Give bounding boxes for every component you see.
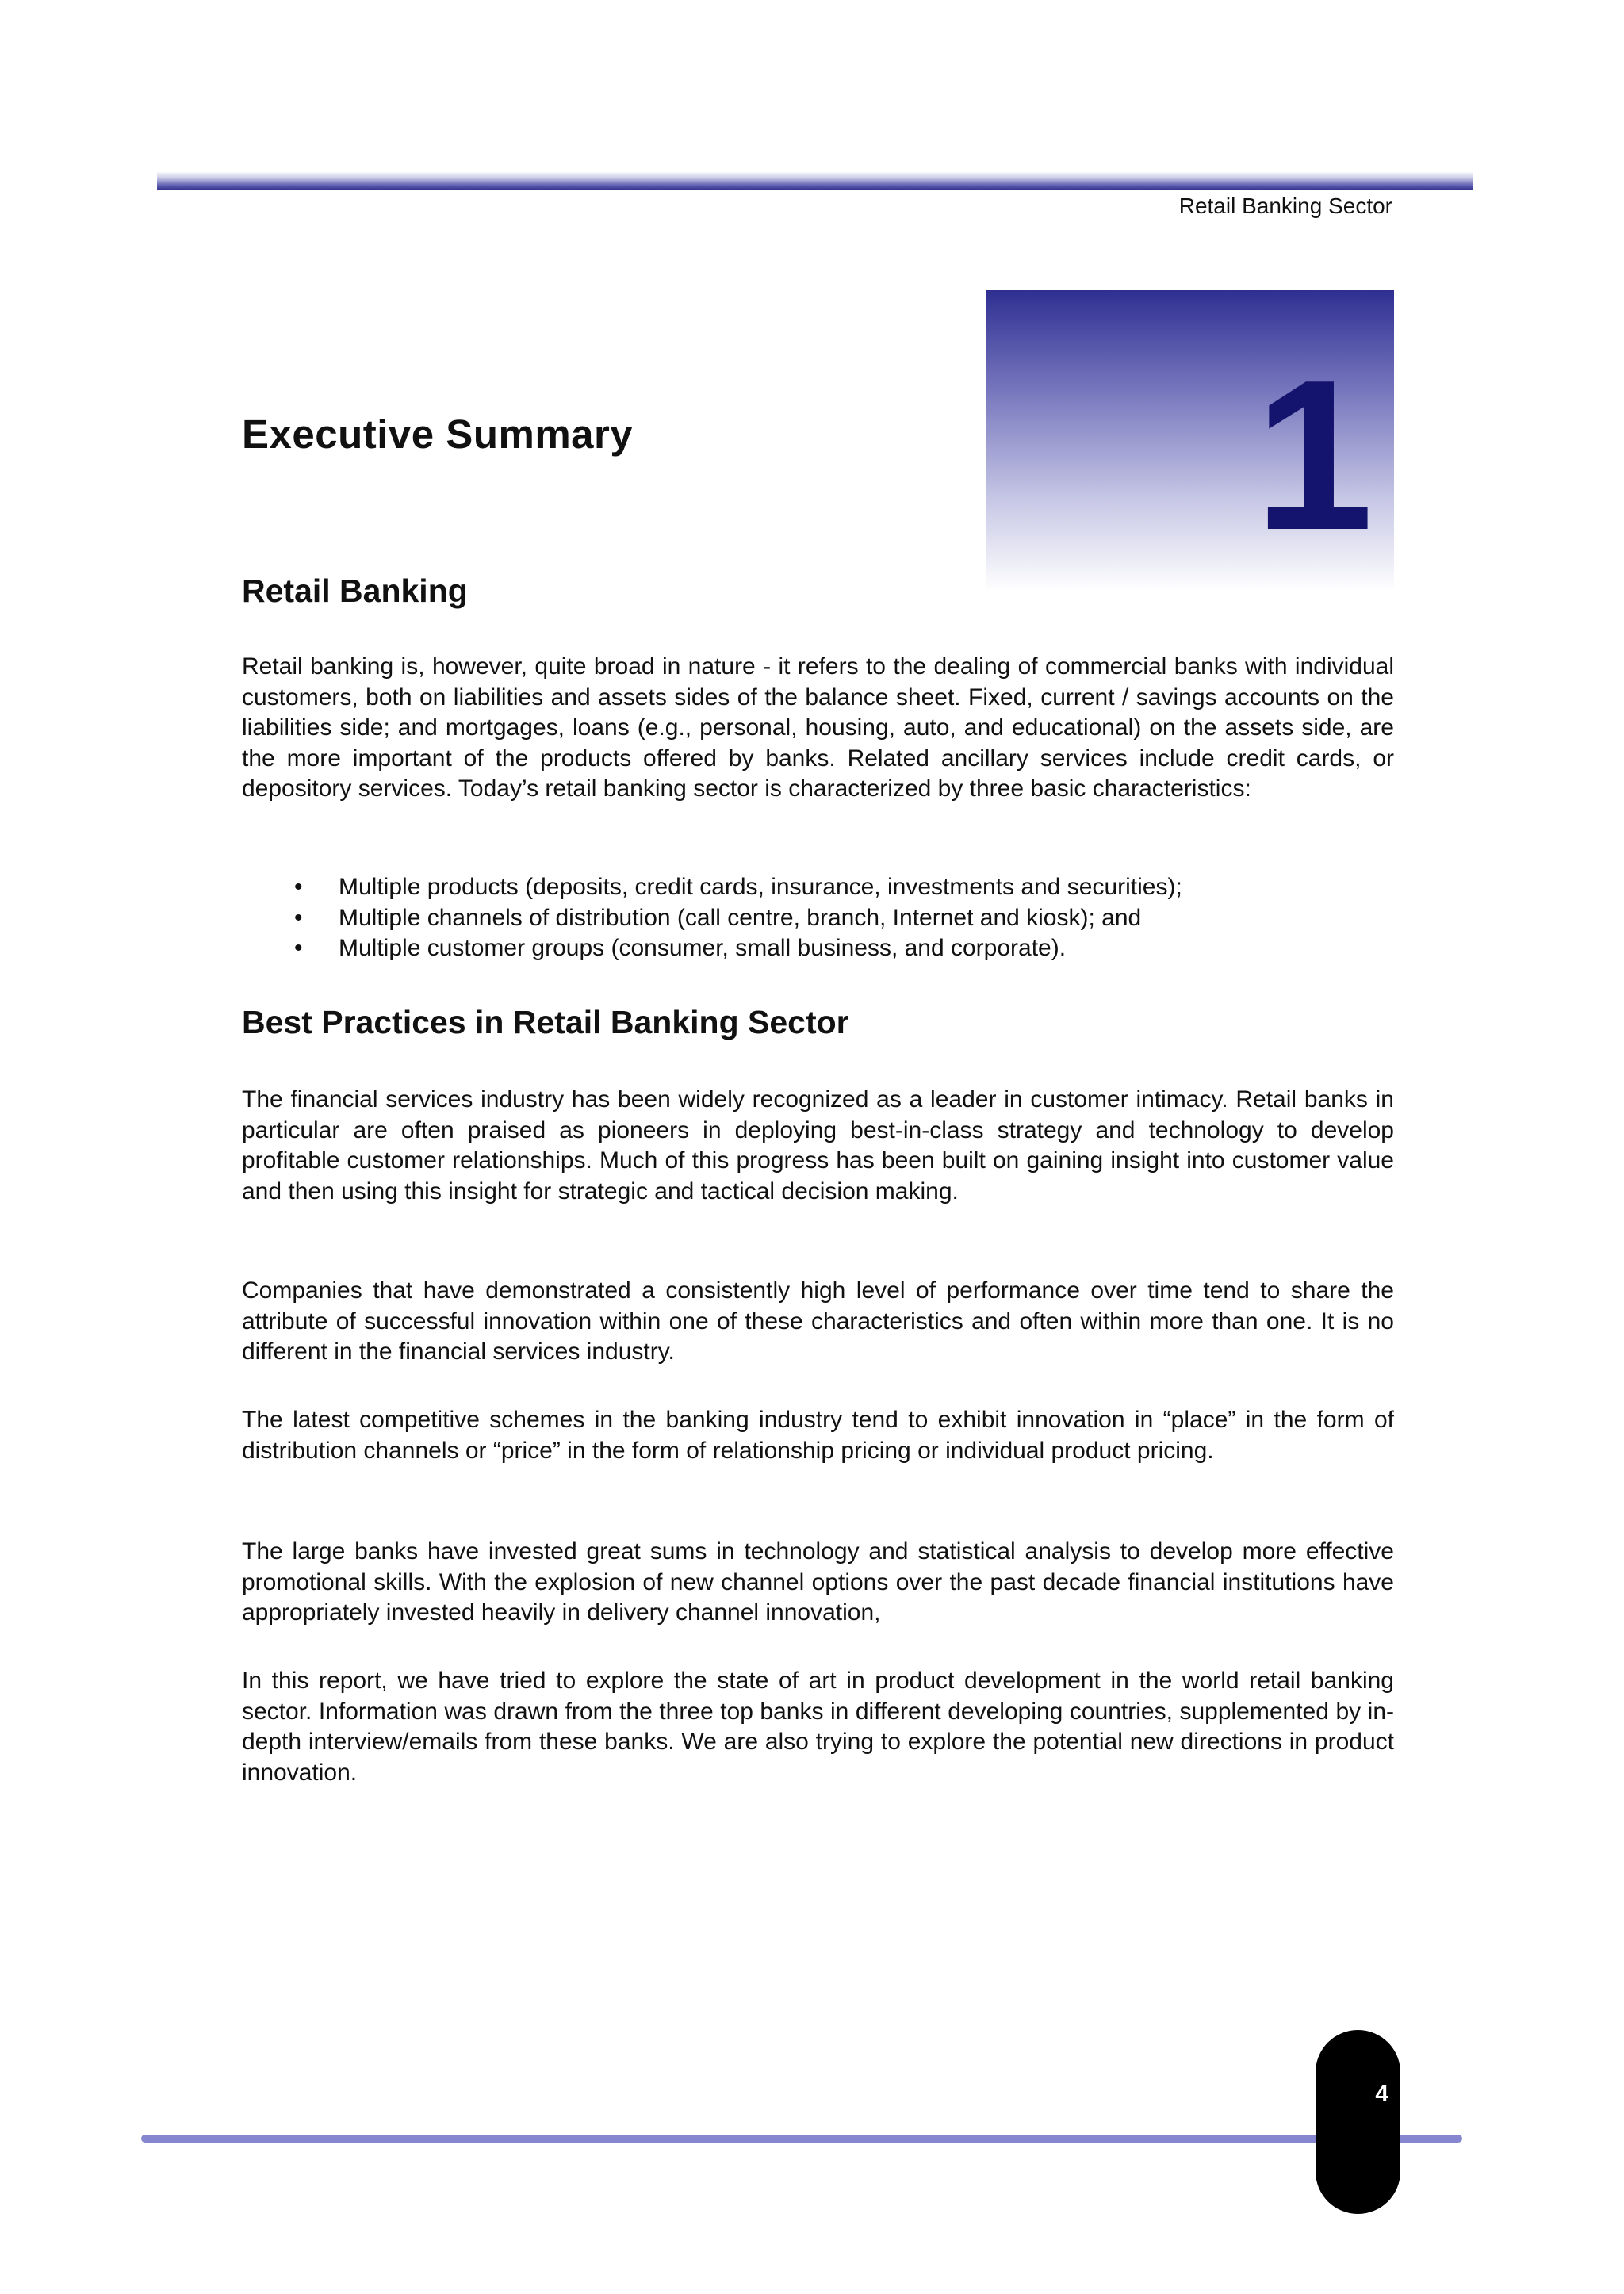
running-header: Retail Banking Sector [1178,193,1392,218]
list-item-text: Multiple customer groups (consumer, small business, and corporate). [339,935,1067,961]
list-item-text: Multiple products (deposits, credit cards, insurance, investments and securities); [339,874,1182,900]
page-number: 4 [1375,2081,1388,2107]
page-title: Executive Summary [242,412,634,457]
paragraph-report-scope: In this report, we have tried to explore the state of art in product development in the world retail banking sector. Information was drawn from the three top banks in different developing countries, supplemented by in-depth interview/emails from these banks. We are also trying to explore the potential new directions in product innovation. [242,1668,1394,1786]
section-heading-best-practices: Best Practices in Retail Banking Sector [242,1004,849,1040]
list-item [242,933,1394,964]
list-item [242,903,1394,934]
paragraph-large-banks: The large banks have invested great sums in technology and statistical analysis to develop more effective promotional skills. With the explosion of new channel options over the past decade financial institutions have appropriately invested heavily in delivery channel innovation, [242,1538,1394,1626]
page-number-tab [1316,2030,1400,2214]
bullet-icon: • [294,904,303,931]
section-heading-retail-banking: Retail Banking [242,573,468,609]
header-rule [157,171,1473,190]
list-item [242,872,1394,903]
characteristics-list [242,872,1394,964]
paragraph-retail-banking-intro: Retail banking is, however, quite broad in nature - it refers to the dealing of commercial banks with individual customers, both on liabilities and assets sides of the balance sheet. Fixed, current / savings accounts on the liabilities side; and mortgages, loans (e.g., personal, housing, auto, and educational) on the assets side, are the more important of the products offered by banks. Related ancillary services include credit cards, or depository services. Today’s retail banking sector is characterized by three basic characteristics: [242,653,1394,802]
bullet-icon: • [294,874,303,900]
list-item-text: Multiple channels of distribution (call centre, branch, Internet and kiosk); and [339,904,1142,931]
paragraph-innovation-attribute: Companies that have demonstrated a consistently high level of performance over time tend to share the attribute of successful innovation within one of these characteristics and often within more than one. It is no different in the financial services industry. [242,1277,1394,1365]
footer-rule [141,2135,1462,2143]
paragraph-customer-intimacy: The financial services industry has been widely recognized as a leader in customer intimacy. Retail banks in particular are often praised as pioneers in deploying best-in-class strategy and technology to develop profitable customer relationships. Much of this progress has been built on gaining insight into customer value and then using this insight for strategic and tactical decision making. [242,1086,1394,1204]
paragraph-competitive-schemes: The latest competitive schemes in the banking industry tend to exhibit innovation in “place” in the form of distribution channels or “price” in the form of relationship pricing or individual product pricing. [242,1407,1394,1464]
chapter-number: 1 [1254,336,1374,575]
bullet-icon: • [294,935,303,961]
